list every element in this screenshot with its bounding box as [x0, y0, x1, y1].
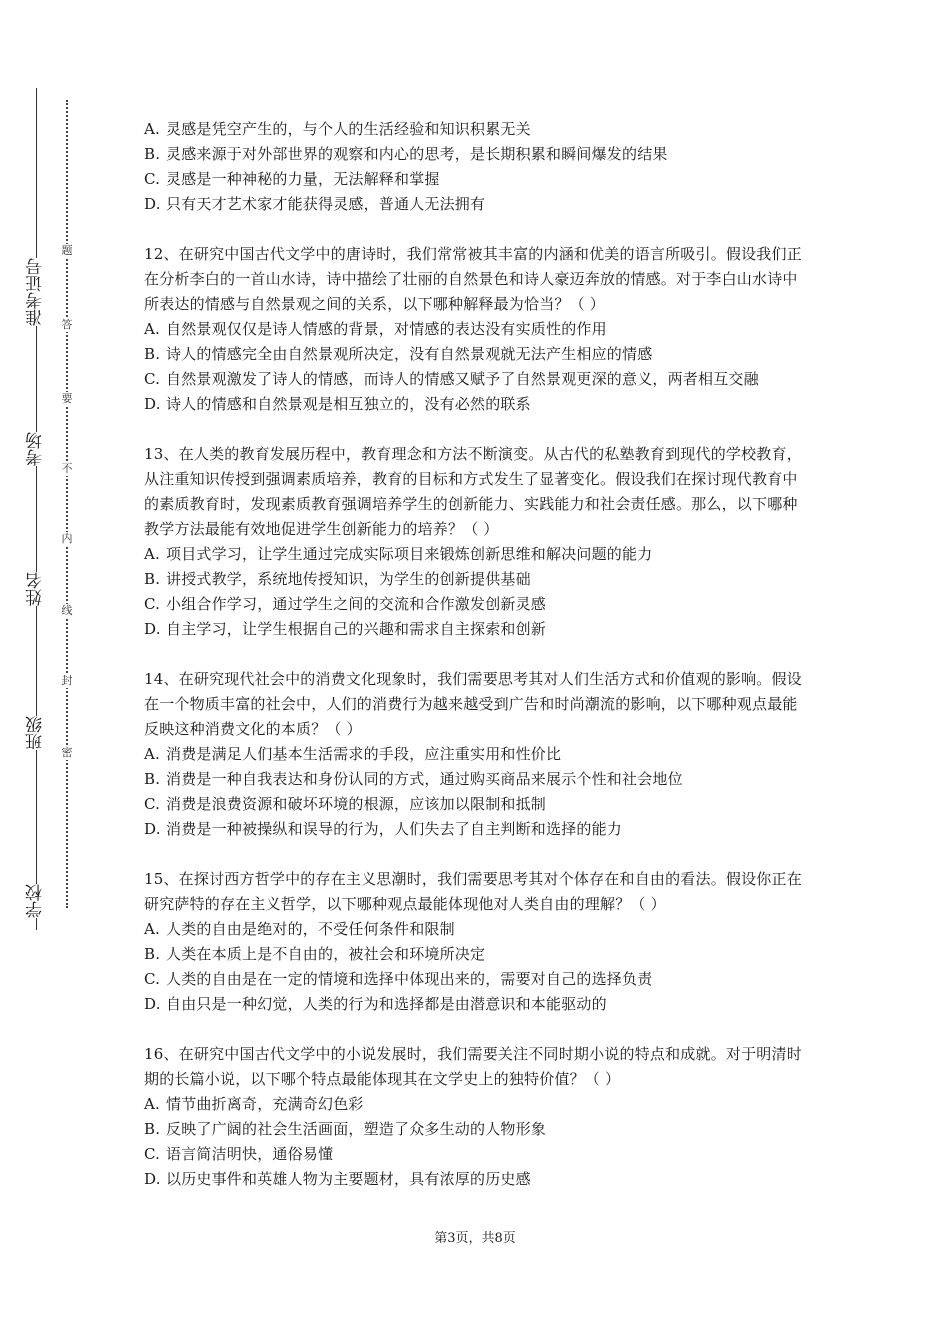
option-list [144, 542, 812, 642]
option-c: C. 语言简洁明快，通俗易懂 [144, 1145, 334, 1163]
question-12 [144, 242, 812, 417]
margin-label-exam-number: 准考证号 [26, 258, 46, 326]
binding-solid-line [36, 88, 37, 930]
binding-dotted-line [66, 100, 68, 908]
question-14 [144, 667, 812, 842]
option-b: B. 灵感来源于对外部世界的观察和内心的思考，是长期积累和瞬间爆发的结果 [144, 145, 668, 163]
question-11-continued [144, 117, 812, 217]
seal-char: 封 [61, 674, 73, 687]
margin-label-school: 学校 [26, 884, 46, 918]
option-c: C. 小组合作学习，通过学生之间的交流和合作激发创新灵感 [144, 595, 547, 613]
margin-label-exam-room: 考场 [26, 432, 46, 466]
seal-char: 要 [61, 392, 73, 405]
margin-label-name: 姓名 [26, 572, 46, 606]
option-list [144, 1092, 812, 1192]
question-stem: 14、在研究现代社会中的消费文化现象时，我们需要思考其对人们生活方式和价值观的影响。假设在一个物质丰富的社会中，人们的消费行为越来越受到广告和时尚潮流的影响，以下哪种观点最能反映这种消费文化的本质？（ ） [144, 670, 802, 738]
question-list [144, 117, 812, 1192]
page-number: 第3页，共8页 [434, 1231, 516, 1246]
option-a: A. 自然景观仅仅是诗人情感的背景，对情感的表达没有实质性的作用 [144, 320, 607, 338]
question-stem: 12、在研究中国古代文学中的唐诗时，我们常常被其丰富的内涵和优美的语言所吸引。假设我们正在分析李白的一首山水诗，诗中描绘了壮丽的自然景色和诗人豪迈奔放的情感。对于李白山水诗中所表达的情感与自然景观之间的关系，以下哪种解释最为恰当？（ ） [144, 245, 802, 313]
question-stem: 15、在探讨西方哲学中的存在主义思潮时，我们需要思考其对个体存在和自由的看法。假设你正在研究萨特的存在主义哲学，以下哪种观点最能体现他对人类自由的理解？（ ） [144, 870, 802, 913]
option-list [144, 317, 812, 417]
option-b: B. 反映了广阔的社会生活画面，塑造了众多生动的人物形象 [144, 1120, 547, 1138]
option-c: C. 自然景观激发了诗人的情感，而诗人的情感又赋予了自然景观更深的意义，两者相互交融 [144, 370, 759, 388]
seal-char: 密 [61, 746, 73, 759]
option-a: A. 灵感是凭空产生的，与个人的生活经验和知识积累无关 [144, 120, 531, 138]
seal-char: 内 [61, 532, 73, 545]
option-b: B. 人类在本质上是不自由的，被社会和环境所决定 [144, 945, 486, 963]
option-b: B. 诗人的情感完全由自然景观所决定，没有自然景观就无法产生相应的情感 [144, 345, 653, 363]
option-c: C. 灵感是一种神秘的力量，无法解释和掌握 [144, 170, 440, 188]
option-d: D. 只有天才艺术家才能获得灵感，普通人无法拥有 [144, 195, 486, 213]
question-stem: 16、在研究中国古代文学中的小说发展时，我们需要关注不同时期小说的特点和成就。对于明清时期的长篇小说，以下哪个特点最能体现其在文学史上的独特价值？（ ） [144, 1045, 802, 1088]
seal-char: 不 [61, 462, 73, 475]
question-16 [144, 1042, 812, 1192]
seal-char: 答 [61, 318, 73, 331]
seal-char: 线 [61, 604, 73, 617]
option-list [144, 917, 812, 1017]
option-d: D. 诗人的情感和自然景观是相互独立的，没有必然的联系 [144, 395, 531, 413]
option-d: D. 自主学习，让学生根据自己的兴趣和需求自主探索和创新 [144, 620, 547, 638]
option-a: A. 项目式学习，让学生通过完成实际项目来锻炼创新思维和解决问题的能力 [144, 545, 653, 563]
option-c: C. 人类的自由是在一定的情境和选择中体现出来的，需要对自己的选择负责 [144, 970, 653, 988]
option-d: D. 消费是一种被操纵和误导的行为，人们失去了自主判断和选择的能力 [144, 820, 623, 838]
option-list [144, 742, 812, 842]
option-d: D. 自由只是一种幻觉，人类的行为和选择都是由潜意识和本能驱动的 [144, 995, 607, 1013]
question-stem: 13、在人类的教育发展历程中，教育理念和方法不断演变。从古代的私塾教育到现代的学校教育，从注重知识传授到强调素质培养，教育的目标和方式发生了显著变化。假设我们在探讨现代教育中的素质教育时，发现素质教育强调培养学生的创新能力、实践能力和社会责任感。那么，以下哪种教学方法最能有效地促进学生创新能力的培养？（ ） [144, 445, 802, 538]
option-d: D. 以历史事件和英雄人物为主要题材，具有浓厚的历史感 [144, 1170, 531, 1188]
option-a: A. 消费是满足人们基本生活需求的手段，应注重实用和性价比 [144, 745, 562, 763]
option-b: B. 消费是一种自我表达和身份认同的方式，通过购买商品来展示个性和社会地位 [144, 770, 683, 788]
option-a: A. 情节曲折离奇，充满奇幻色彩 [144, 1095, 364, 1113]
seal-char: 题 [61, 244, 73, 257]
margin-label-class: 班级 [26, 716, 46, 750]
option-b: B. 讲授式教学，系统地传授知识，为学生的创新提供基础 [144, 570, 531, 588]
option-list [144, 117, 812, 217]
question-15 [144, 867, 812, 1017]
option-c: C. 消费是浪费资源和破坏环境的根源，应该加以限制和抵制 [144, 795, 547, 813]
option-a: A. 人类的自由是绝对的，不受任何条件和限制 [144, 920, 455, 938]
question-13 [144, 442, 812, 642]
